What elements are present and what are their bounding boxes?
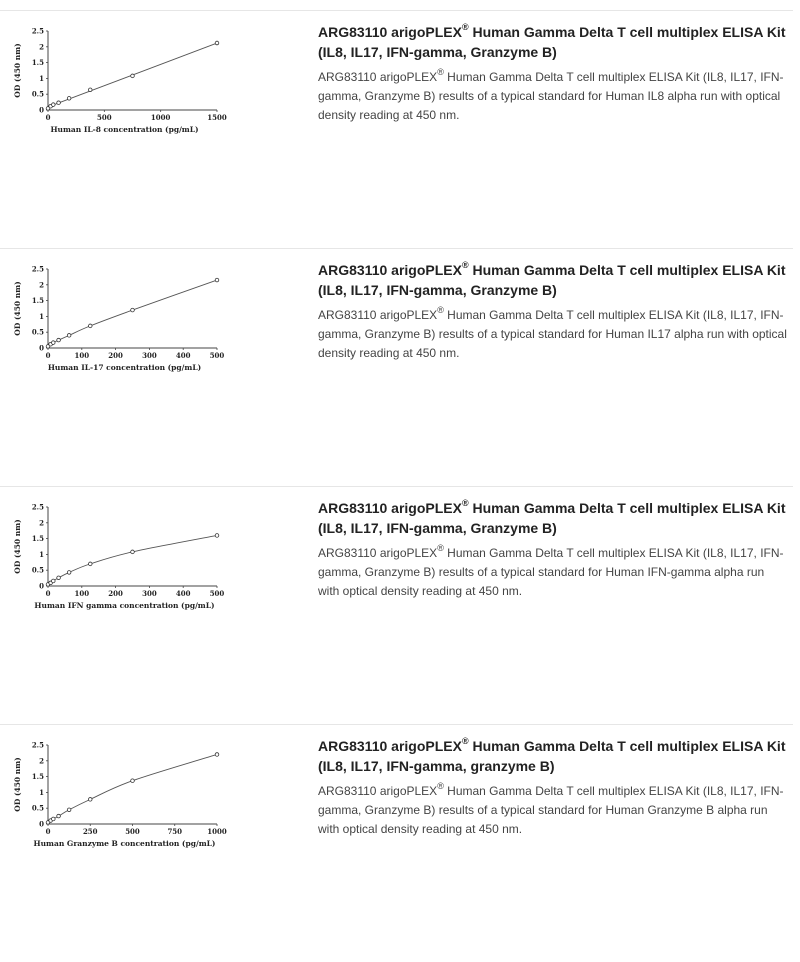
x-tick-label: 500 xyxy=(209,351,225,360)
y-axis-title: OD (450 nm) xyxy=(13,43,22,98)
x-axis-title: Human IFN gamma concentration (pg/mL) xyxy=(34,601,215,610)
y-tick-label: 0.5 xyxy=(31,89,44,99)
figure-description: ARG83110 arigoPLEX® Human Gamma Delta T cell multiplex ELISA Kit (IL8, IL17, IFN-gamma, Granzyme B) results of a typical standard for Human IL17 alpha run with optical density reading at 450 nm. xyxy=(318,305,787,360)
y-tick-label: 0 xyxy=(39,819,44,829)
registered-mark: ® xyxy=(461,22,469,33)
figure-title: ARG83110 arigoPLEX® Human Gamma Delta T cell multiplex ELISA Kit (IL8, IL17, IFN-gamma, Granzyme B) xyxy=(318,22,786,60)
y-tick-label: 2 xyxy=(39,756,44,766)
y-axis-title: OD (450 nm) xyxy=(13,757,22,812)
product-figure-item xyxy=(0,486,793,724)
chart-figure[interactable] xyxy=(8,19,240,154)
data-point xyxy=(131,779,135,783)
product-figure-item xyxy=(0,724,793,962)
data-point xyxy=(215,278,219,282)
registered-mark: ® xyxy=(437,67,444,77)
standard-curve-chart xyxy=(8,257,240,392)
y-tick-label: 2.5 xyxy=(31,26,44,36)
y-tick-label: 2 xyxy=(39,518,44,528)
x-tick-label: 1500 xyxy=(207,113,227,122)
y-tick-label: 0 xyxy=(39,105,44,115)
registered-mark: ® xyxy=(437,305,444,315)
data-point xyxy=(131,74,135,78)
data-point xyxy=(88,324,92,328)
y-tick-label: 2 xyxy=(39,42,44,52)
x-tick-label: 200 xyxy=(108,589,123,598)
x-tick-label: 300 xyxy=(142,351,157,360)
y-tick-label: 1.5 xyxy=(31,534,44,544)
x-axis-title: Human IL-8 concentration (pg/mL) xyxy=(50,125,199,134)
x-tick-label: 500 xyxy=(209,589,225,598)
data-point xyxy=(57,814,61,818)
data-point xyxy=(57,338,61,342)
y-axis-title: OD (450 nm) xyxy=(13,281,22,336)
y-tick-label: 1.5 xyxy=(31,296,44,306)
x-tick-label: 500 xyxy=(125,827,140,836)
registered-mark: ® xyxy=(437,781,444,791)
fit-line xyxy=(48,535,217,584)
figure-title: ARG83110 arigoPLEX® Human Gamma Delta T cell multiplex ELISA Kit (IL8, IL17, IFN-gamma, granzyme B) xyxy=(318,736,786,774)
x-tick-label: 400 xyxy=(175,351,191,360)
x-tick-label: 1000 xyxy=(207,827,227,836)
data-point xyxy=(51,817,55,821)
data-point xyxy=(131,308,135,312)
figure-description: ARG83110 arigoPLEX® Human Gamma Delta T cell multiplex ELISA Kit (IL8, IL17, IFN-gamma, Granzyme B) results of a typical standard for Human IL8 alpha run with optical density reading at 450 nm. xyxy=(318,67,784,122)
data-point xyxy=(57,101,61,105)
registered-mark: ® xyxy=(461,498,469,509)
y-tick-label: 2.5 xyxy=(31,740,44,750)
chart-figure[interactable] xyxy=(8,495,240,630)
standard-curve-chart xyxy=(8,19,240,154)
standard-curve-chart xyxy=(8,733,240,868)
data-point xyxy=(51,103,55,107)
fit-line xyxy=(48,280,217,346)
data-point xyxy=(51,579,55,583)
y-tick-label: 1 xyxy=(39,311,44,321)
chart-figure[interactable] xyxy=(8,257,240,392)
data-point xyxy=(67,808,71,812)
figure-title: ARG83110 arigoPLEX® Human Gamma Delta T cell multiplex ELISA Kit (IL8, IL17, IFN-gamma, Granzyme B) xyxy=(318,498,786,536)
registered-mark: ® xyxy=(461,736,469,747)
data-point xyxy=(51,341,55,345)
data-point xyxy=(88,562,92,566)
y-tick-label: 2.5 xyxy=(31,264,44,274)
y-tick-label: 0.5 xyxy=(31,803,44,813)
product-figure-item xyxy=(0,248,793,486)
x-tick-label: 500 xyxy=(97,113,112,122)
product-figure-item xyxy=(0,10,793,248)
registered-mark: ® xyxy=(461,260,469,271)
y-tick-label: 0.5 xyxy=(31,565,44,575)
x-tick-label: 200 xyxy=(108,351,123,360)
x-tick-label: 250 xyxy=(82,827,98,836)
y-tick-label: 0 xyxy=(39,343,44,353)
chart-figure[interactable] xyxy=(8,733,240,868)
data-point xyxy=(215,41,219,45)
y-tick-label: 0 xyxy=(39,581,44,591)
y-tick-label: 1.5 xyxy=(31,58,44,68)
x-tick-label: 0 xyxy=(45,589,51,598)
y-tick-label: 2.5 xyxy=(31,502,44,512)
figure-description: ARG83110 arigoPLEX® Human Gamma Delta T cell multiplex ELISA Kit (IL8, IL17, IFN-gamma, Granzyme B) results of a typical standard for Human IFN-gamma alpha run with optical density reading at 450 nm. xyxy=(318,543,784,598)
fit-line xyxy=(48,754,217,822)
figure-description: ARG83110 arigoPLEX® Human Gamma Delta T cell multiplex ELISA Kit (IL8, IL17, IFN-gamma, Granzyme B) results of a typical standard for Human Granzyme B alpha run with optical density reading at 450 nm. xyxy=(318,781,784,836)
data-point xyxy=(88,798,92,802)
registered-mark: ® xyxy=(437,543,444,553)
x-tick-label: 0 xyxy=(45,113,51,122)
data-point xyxy=(67,571,71,575)
x-tick-label: 100 xyxy=(74,351,90,360)
y-tick-label: 0.5 xyxy=(31,327,44,337)
data-point xyxy=(57,576,61,580)
x-tick-label: 400 xyxy=(175,589,191,598)
y-tick-label: 1 xyxy=(39,549,44,559)
x-tick-label: 300 xyxy=(142,589,157,598)
x-tick-label: 1000 xyxy=(150,113,171,122)
y-tick-label: 1 xyxy=(39,73,44,83)
data-point xyxy=(67,334,71,338)
data-point xyxy=(215,534,219,538)
data-point xyxy=(215,753,219,757)
y-axis-title: OD (450 nm) xyxy=(13,519,22,574)
x-axis-title: Human IL-17 concentration (pg/mL) xyxy=(47,363,202,372)
y-tick-label: 1.5 xyxy=(31,772,44,782)
x-tick-label: 750 xyxy=(167,827,183,836)
x-tick-label: 0 xyxy=(45,827,51,836)
x-axis-title: Human Granzyme B concentration (pg/mL) xyxy=(33,839,216,848)
data-point xyxy=(67,97,71,101)
y-tick-label: 2 xyxy=(39,280,44,290)
x-tick-label: 0 xyxy=(45,351,51,360)
x-tick-label: 100 xyxy=(74,589,90,598)
y-tick-label: 1 xyxy=(39,787,44,797)
data-point xyxy=(88,88,92,92)
figure-title: ARG83110 arigoPLEX® Human Gamma Delta T cell multiplex ELISA Kit (IL8, IL17, IFN-gamma, Granzyme B) xyxy=(318,260,786,298)
data-point xyxy=(131,550,135,554)
standard-curve-chart xyxy=(8,495,240,630)
